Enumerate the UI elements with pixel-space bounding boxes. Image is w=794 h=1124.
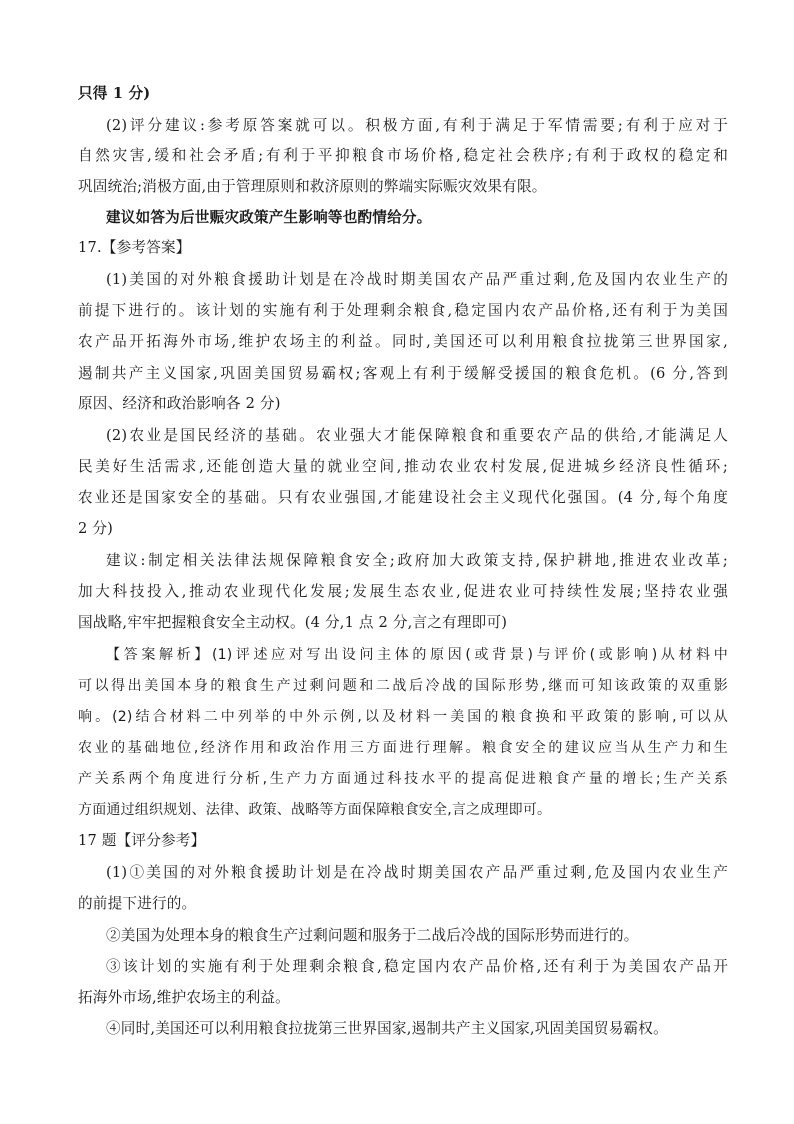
- analysis-line: 【答案解析】(1)评述应对写出设问主体的原因(或背景)与评价(或影响)从材料中: [106, 647, 728, 663]
- analysis-line: 产关系两个角度进行分析,生产力方面通过科技水平的提高促进粮食产量的增长;生产关系: [78, 771, 728, 787]
- text-line: 农业还是国家安全的基础。只有农业强国,才能建设社会主义现代化强国。(4 分,每个角度: [78, 489, 728, 506]
- text-line: 的前提下进行的。: [78, 895, 197, 912]
- text-line: 拓海外市场,维护农场主的利益。: [78, 989, 290, 1006]
- text-line: 建议:制定相关法律法规保障粮食安全;政府加大政策支持,保护耕地,推进农业改革;: [106, 552, 728, 569]
- text-line: 2 分): [78, 520, 114, 537]
- text-line: (2)农业是国民经济的基础。农业强大才能保障粮食和重要农产品的供给,才能满足人: [106, 427, 728, 444]
- text-line: 遏制共产主义国家,巩固美国贸易霸权;客观上有利于缓解受援国的粮食危机。(6 分,答到: [78, 365, 728, 382]
- text-line: 农产品开拓海外市场,维护农场主的利益。同时,美国还可以利用粮食拉拢第三世界国家,: [78, 333, 728, 350]
- text-line: ②美国为处理本身的粮食生产过剩问题和服务于二战后冷战的国际形势而进行的。: [106, 927, 639, 944]
- section-heading: 17.【参考答案】: [78, 239, 191, 256]
- text-line: 原因、经济和政治影响各 2 分): [78, 395, 281, 412]
- text-line: 自然灾害,缓和社会矛盾;有利于平抑粮食市场价格,稳定社会秩序;有利于政权的稳定和: [78, 147, 728, 164]
- text-line: 建议如答为后世赈灾政策产生影响等也酌情给分。: [106, 209, 432, 226]
- analysis-line: 可以得出美国本身的粮食生产过剩问题和二战后冷战的国际形势,继而可知该政策的双重影: [78, 678, 728, 694]
- section-heading: 17 题【评分参考】: [78, 832, 206, 849]
- analysis-line: 方面通过组织规划、法律、政策、战略等方面保障粮食安全,言之成理即可。: [78, 802, 552, 818]
- text-line: 民美好生活需求,还能创造大量的就业空间,推动农业农村发展,促进城乡经济良性循环;: [78, 458, 728, 475]
- text-line: (1)美国的对外粮食援助计划是在冷战时期美国农产品严重过剩,危及国内农业生产的: [106, 271, 728, 288]
- text-line: 国战略,牢牢把握粮食安全主动权。(4 分,1 点 2 分,言之有理即可): [78, 614, 508, 631]
- text-line: (2)评分建议:参考原答案就可以。积极方面,有利于满足于军情需要;有利于应对于: [106, 117, 728, 134]
- text-line: 巩固统治;消极方面,由于管理原则和救济原则的弊端实际赈灾效果有限。: [78, 178, 547, 195]
- analysis-line: 农业的基础地位,经济作用和政治作用三方面进行理解。粮食安全的建议应当从生产力和生: [78, 740, 728, 756]
- text-line: 前提下进行的。该计划的实施有利于处理剩余粮食,稳定国内农产品价格,还有利于为美国: [78, 302, 728, 319]
- analysis-line: 响。(2)结合材料二中列举的中外示例,以及材料一美国的粮食换和平政策的影响,可以从: [78, 709, 728, 725]
- text-line: 加大科技投入,推动农业现代化发展;发展生态农业,促进农业可持续性发展;坚持农业强: [78, 583, 728, 600]
- text-line: (1)①美国的对外粮食援助计划是在冷战时期美国农产品严重过剩,危及国内农业生产: [106, 864, 728, 881]
- text-line: ③该计划的实施有利于处理剩余粮食,稳定国内农产品价格,还有利于为美国农产品开: [106, 958, 728, 975]
- text-line: ④同时,美国还可以利用粮食拉拢第三世界国家,遏制共产主义国家,巩固美国贸易霸权。: [106, 1020, 668, 1037]
- text-line: 只得 1 分): [78, 85, 151, 102]
